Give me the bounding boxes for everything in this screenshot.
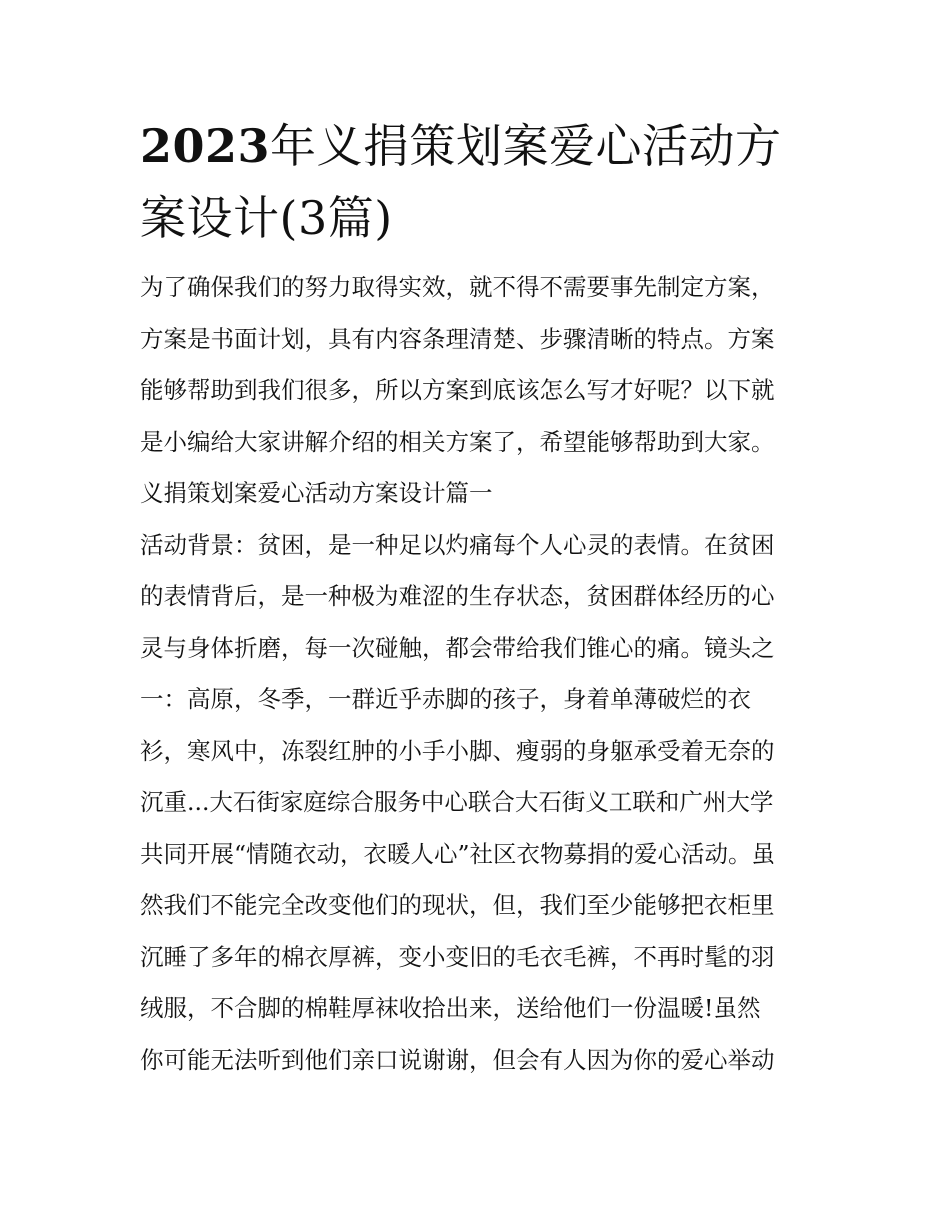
body-line: 方案是书面计划，具有内容条理清楚、步骤清晰的特点。方案 <box>140 324 775 353</box>
body-line: 沉重...大石街家庭综合服务中心联合大石街义工联和广州大学 <box>140 788 774 816</box>
body-line: 活动背景：贫困，是一种足以灼痛每个人心灵的表情。在贫困 <box>140 530 775 559</box>
body-line: 的表情背后，是一种极为难涩的生存状态，贫困群体经历的心 <box>140 582 775 610</box>
body-line: 为了确保我们的努力取得实效，就不得不需要事先制定方案， <box>140 273 775 301</box>
title-text: 案设计(3篇) <box>140 191 393 245</box>
title-line-1 <box>140 110 820 182</box>
title-line-2 <box>140 182 820 254</box>
body-line: 是小编给大家讲解介绍的相关方案了，希望能够帮助到大家。 <box>140 427 775 456</box>
document-page <box>140 110 820 1086</box>
body-line: 你可能无法听到他们亲口说谢谢，但会有人因为你的爱心举动 <box>140 1045 775 1074</box>
title-text: 年义捐策划案爱心活动方 <box>270 119 782 173</box>
body-line: 共同开展“情随衣动，衣暖人心”社区衣物募捐的爱心活动。虽 <box>140 839 776 868</box>
body-line: 灵与身体折磨，每一次碰触，都会带给我们锥心的痛。镜头之 <box>140 633 775 662</box>
body-line: 能够帮助到我们很多，所以方案到底该怎么写才好呢？以下就 <box>140 376 775 404</box>
section-heading: 义捐策划案爱心活动方案设计篇一 <box>140 479 493 507</box>
body-line: 衫，寒风中，冻裂红肿的小手小脚、瘦弱的身躯承受着无奈的 <box>140 736 775 765</box>
body-line: 一：高原，冬季，一群近乎赤脚的孩子，身着单薄破烂的衣 <box>140 685 751 713</box>
body-line: 然我们不能完全改变他们的现状，但，我们至少能够把衣柜里 <box>140 891 775 919</box>
title-year: 2023 <box>140 119 271 173</box>
document-body <box>140 262 820 1086</box>
body-line: 沉睡了多年的棉衣厚裤，变小变旧的毛衣毛裤，不再时髦的羽 <box>140 942 775 971</box>
document-title <box>140 110 820 254</box>
body-line: 绒服，不合脚的棉鞋厚袜收拾出来，送给他们一份温暖!虽然 <box>140 994 761 1022</box>
